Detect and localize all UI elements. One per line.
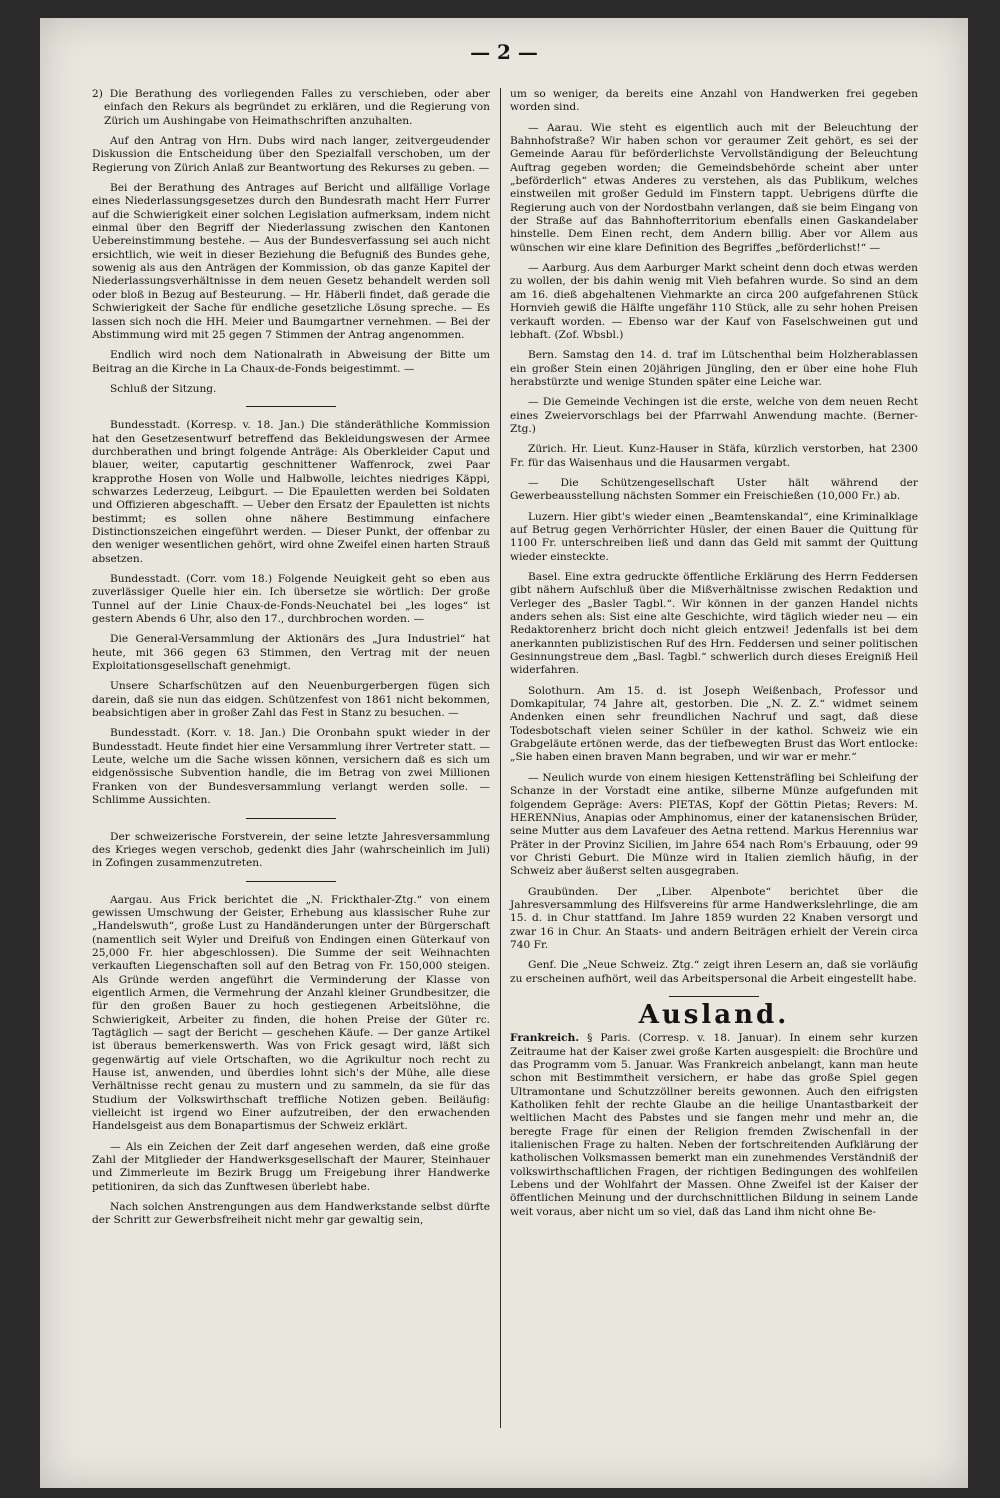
article-paragraph: Nach solchen Anstrengungen aus dem Handwerkstande selbst dürfte der Schritt zur Gewerbsfreiheit nicht mehr gar gewaltig sein, xyxy=(92,1201,490,1227)
newspaper-page xyxy=(40,18,968,1488)
article-paragraph: — Die Gemeinde Vechingen ist die erste, welche von dem neuen Recht eines Zweiervorschlags bei der Pfarrwahl Anwendung machte. (Berner-Ztg.) xyxy=(510,396,918,435)
ausland-paragraph xyxy=(510,1032,918,1219)
article-paragraph: — Aarau. Wie steht es eigentlich auch mit der Beleuchtung der Bahnhofstraße? Wir haben schon vor geraumer Zeit gehört, es sei der Gemeinde Aarau für beförderlichste Vervollständigung der Beleuchtung Auftrag gegeben worden; die Gemeindsbehörde scheint aber unter „beförderlich“ etwas Anderes zu verstehen, als das Publikum, welches einstweilen mit großer Geduld im Finstern tappt. Uebrigens dürfte die Regierung auch von der Nordostbahn verlangen, daß sie beim Eingang von der Straße auf das Bahnhofterritorium ebenfalls einen Gaskandelaber hinstelle. Dem Einen recht, dem Andern billig. Aber vor Allem aus wünschen wir eine klare Definition des Begriffes „beförderlichst!“ — xyxy=(510,121,918,254)
article-paragraph: um so weniger, da bereits eine Anzahl von Handwerken frei gegeben worden sind. xyxy=(510,88,918,114)
column-divider xyxy=(500,88,501,1428)
article-paragraph: Genf. Die „Neue Schweiz. Ztg.“ zeigt ihren Lesern an, daß sie vorläufig zu erscheinen aufhört, weil das Arbeitspersonal die Arbeit eingestellt habe. xyxy=(510,959,918,985)
article-paragraph: Bei der Berathung des Antrages auf Bericht und allfällige Vorlage eines Niederlassungsgesetzes durch den Bundesrath macht Herr Furrer auf die Schwierigkeit einer solchen Legislation aufmerksam, indem nicht einmal über den Begriff der Niederlassung zwischen den Kantonen Uebereinstimmung bestehe. — Aus der Bundesverfassung sei auch nicht ersichtlich, wie weit in dieser Beziehung die Befugniß des Bundes gehe, sowenig als aus den Anträgen der Kommission, ob das ganze Kapitel der Niederlassungsverhältnisse in dem neuen Gesetz behandelt werden soll oder bloß in Bezug auf Besteurung. — Hr. Häberli findet, daß gerade die Schwierigkeit der Sache für endliche gesetzliche Lösung spreche. — Es lassen sich noch die HH. Meier und Baumgartner vernehmen. — Bei der Abstimmung wird mit 25 gegen 7 Stimmen der Antrag angenommen. xyxy=(92,182,490,341)
article-paragraph: Bundesstadt. (Korresp. v. 18. Jan.) Die ständeräthliche Kommission hat den Gesetzesentwurf betreffend das Bekleidungswesen der Armee durchberathen und bringt folgende Anträge: Als Oberkleider Caput und blauer, weiter, caputartig geschnittener Waffenrock, zwei Paar krapprothe Hosen von Wolle und Halbwolle, leichtes niedriges Käppi, schwarzes Lederzeug, Leibgurt. — Die Epauletten werden bei Soldaten und Offizieren abgeschafft. — Ueber den Ersatz der Epauletten ist nichts bestimmt; es sollen ohne nähere Bestimmung einfachere Distinctionszeichen eingeführt werden. — Dieser Punkt, der offenbar zu den weniger wesentlichen gehört, wird ohne Zweifel einen harten Strauß absetzen. xyxy=(92,419,490,565)
article-paragraph: 2) Die Berathung des vorliegenden Falles zu verschieben, oder aber einfach den Rekurs als begründet zu erklären, und die Regierung von Zürich um Aushingabe von Heimathschriften anzuhalten. xyxy=(92,88,490,127)
page-number: — 2 — xyxy=(470,40,538,64)
article-paragraph: Bern. Samstag den 14. d. traf im Lütschenthal beim Holzherablassen ein großer Stein einen 20jährigen Jüngling, den er über eine hohe Fluh herabstürzte und wenige Stunden später eine Leiche war. xyxy=(510,349,918,388)
article-paragraph: — Als ein Zeichen der Zeit darf angesehen werden, daß eine große Zahl der Mitglieder der Handwerksgesellschaft der Maurer, Steinhauer und Zimmerleute im Bezirk Brugg um Freigebung ihrer Handwerke petitioniren, da sich das Zunftwesen überlebt habe. xyxy=(92,1140,490,1193)
section-heading-ausland: Ausland. xyxy=(638,999,790,1030)
right-column xyxy=(510,88,918,1226)
article-paragraph: Unsere Scharfschützen auf den Neuenburgerbergen fügen sich darein, daß sie nun das eidgen. Schützenfest von 1861 nicht bekommen, beabsichtigen aber in großer Zahl das Fest in Stanz zu besuchen. — xyxy=(92,680,490,720)
article-paragraph: Endlich wird noch dem Nationalrath in Abweisung der Bitte um Beitrag an die Kirche in La Chaux-de-Fonds beigestimmt. — xyxy=(92,349,490,375)
article-paragraph: Schluß der Sitzung. xyxy=(110,382,217,395)
article-paragraph: — Die Schützengesellschaft Uster hält während der Gewerbeausstellung nächsten Sommer ein Freischießen (10,000 Fr.) ab. xyxy=(510,476,918,503)
article-separator xyxy=(246,818,336,819)
article-separator xyxy=(669,996,759,997)
left-column xyxy=(92,88,490,1235)
article-paragraph: Bundesstadt. (Corr. vom 18.) Folgende Neuigkeit geht so eben aus zuverlässiger Quelle hier ein. Ich übersetze sie wörtlich: Der große Tunnel auf der Linie Chaux-de-Fonds-Neuchatel bei „les loges“ ist gestern Abends 6 Uhr, also den 17., durchbrochen worden. — xyxy=(92,573,490,626)
article-paragraph: Solothurn. Am 15. d. ist Joseph Weißenbach, Professor und Domkapitular, 74 Jahre alt, gestorben. Die „N. Z. Z.“ widmet seinem Andenken einen sehr freundlichen Nachruf und sagt, daß diese Todesbotschaft vielen seiner Schüler in der kathol. Schweiz wie ein Grabgeläute ertönen werde, das der tiefbewegten Brust das Wort entlocke: „Sie haben einen braven Mann begraben, und wir war er mehr.“ xyxy=(510,684,918,764)
country-label: Frankreich. xyxy=(510,1032,580,1045)
article-separator xyxy=(246,406,336,407)
article-paragraph: Basel. Eine extra gedruckte öffentliche Erklärung des Herrn Feddersen gibt nähern Aufschluß über die Mißverhältnisse zwischen Redaktion und Verleger des „Basler Tagbl.“. Wir können in der ganzen Handel nichts anders sehen als: Sist eine alte Geschichte, wird täglich wieder neu — ein Redaktorenherz bricht doch nicht gleich entzwei! Jedenfalls ist bei dem anerkannten publizistischen Ruf des Hrn. Feddersen und seiner politischen Gesinnungstreue dem „Basl. Tagbl.“ schwerlich durch dieses Ereigniß Heil widerfahren. xyxy=(510,571,918,677)
article-separator xyxy=(246,881,336,882)
article-paragraph: Zürich. Hr. Lieut. Kunz-Hauser in Stäfa, kürzlich verstorben, hat 2300 Fr. für das Waisenhaus und die Hausarmen vergabt. xyxy=(510,443,918,469)
article-paragraph: Bundesstadt. (Korr. v. 18. Jan.) Die Oronbahn spukt wieder in der Bundesstadt. Heute findet hier eine Versammlung ihrer Vertreter statt. — Leute, welche um die Sache wissen können, versichern daß es sich um eidgenössische Subvention handle, die im Betrag von zwei Millionen Franken von der Bundesversammlung verlangt werden solle. — Schlimme Aussichten. xyxy=(92,727,490,807)
article-paragraph: Luzern. Hier gibt's wieder einen „Beamtenskandal“, eine Kriminalklage auf Betrug gegen Verhörrichter Hüsler, der einen Bauer die Quittung für 1100 Fr. unterschreiben ließ und dann das Geld mit sammt der Quittung wieder einsteckte. xyxy=(510,510,918,563)
article-paragraph: Auf den Antrag von Hrn. Dubs wird nach langer, zeitvergeudender Diskussion die Entscheidung über den Spezialfall verschoben, um der Regierung von Zürich Anlaß zur Beantwortung des Rekurses zu geben. — xyxy=(92,135,490,174)
article-paragraph: Die General-Versammlung der Aktionärs des „Jura Industriel“ hat heute, mit 366 gegen 63 Stimmen, den Vertrag mit der neuen Exploitationsgesellschaft genehmigt. xyxy=(92,633,490,673)
ausland-text: § Paris. (Corresp. v. 18. Januar). In einem sehr kurzen Zeitraume hat der Kaiser zwei große Karten ausgespielt: die Brochüre und das Programm vom 5. Januar. Was Frankreich anbelangt, kann man heute schon mit Bestimmtheit versichern, er habe das große Spiel gegen Ultramontane und Schutzzöllner bereits gewonnen. Auch den eifrigsten Katholiken fehlt der rechte Glaube an die heilige Unantastbarkeit der weltlichen Macht des Pabstes und sie fangen mehr und mehr an, die beregte Frage für einen der Religion fremden Zwischenfall in der italienischen Frage zu halten. Neben der fortschreitenden Aufklärung der katholischen Volksmassen bemerkt man ein zunehmendes Verständniß der volkswirthschaftlichen Fragen, der richtigen Bedingungen des wohlfeilen Lebens und der Wohlfahrt der Massen. Ohne Zweifel ist der Kaiser der öffentlichen Meinung und der durchschnittlichen Bildung in seinem Lande weit voraus, aber nicht um so viel, daß das Land ihm nicht ohne Be- xyxy=(510,1032,918,1218)
article-paragraph: Graubünden. Der „Liber. Alpenbote“ berichtet über die Jahresversammlung des Hilfsvereins für arme Handwerkslehrlinge, die am 15. d. in Chur stattfand. Im Jahre 1859 wurden 22 Knaben versorgt und zwar 16 in Chur. An Staats- und andern Beiträgen erhielt der Verein circa 740 Fr. xyxy=(510,885,918,951)
article-paragraph: Aargau. Aus Frick berichtet die „N. Frickthaler-Ztg.“ von einem gewissen Umschwung der Geister, Erhebung aus klassischer Ruhe zur „Handelswuth“, große Lust zu Handänderungen unter der Bürgerschaft (namentlich seit Wyler und Dreifuß von Endingen einen Güterkauf von 25,000 Fr. hier abgeschlossen). Die Summe der seit Weihnachten verkauften Liegenschaften soll auf den Betrag von Fr. 150,000 steigen. Als Gründe werden angeführt die Verminderung der Klasse von eigentlich Armen, die Vermehrung der Anzahl kleiner Grundbesitzer, die für den großen Bauer zu hoch gestiegenen Arbeitslöhne, die Schwierigkeit, Arbeiter zu finden, die hohen Preise der Güter rc. Tagtäglich — sagt der Bericht — geschehen Käufe. — Der ganze Artikel ist überaus bemerkenswerth. Was von Frick gesagt wird, läßt sich gegenwärtig auf viele Ortschaften, wo die Agrikultur noch recht zu Hause ist, anwenden, und überdies lohnt sich's der Mühe, alle diese Verhältnisse recht genau zu mustern und zu sammeln, da sie für das Studium der Volkswirthschaft treffliche Notizen geben. Beiläufig: vielleicht ist irgend wo Einer aufzutreiben, der den erwachenden Handelsgeist aus dem Bonapartismus der Schweiz erklärt. xyxy=(92,893,490,1133)
article-paragraph: — Neulich wurde von einem hiesigen Kettensträfling bei Schleifung der Schanze in der Vorstadt eine antike, silberne Münze aufgefunden mit folgendem Gepräge: Avers: PIETAS, Kopf der Göttin Pietas; Revers: M. HERENNius, Anapias oder Amphinomus, einer der katanensischen Brüder, seine Mutter aus dem Lavafeuer des Aetna rettend. Markus Herennius war Präter in der Provinz Sicilien, im Jahre 654 nach Rom's Erbauung, oder 99 vor Christi Geburt. Die Münze wird in Italien ziemlich häufig, in der Schweiz aber äußerst selten ausgegraben. xyxy=(510,771,918,878)
article-paragraph: — Aarburg. Aus dem Aarburger Markt scheint denn doch etwas werden zu wollen, der bis dahin wenig mit Vieh befahren wurde. So sind an dem am 16. dieß abgehaltenen Viehmarkte an circa 200 aufgefahrenen Stück Hornvieh gewiß die Hälfte ungefähr 110 Stück, alle zu sehr hohen Preisen verkauft worden. — Ebenso war der Kauf von Faselschweinen gut und lebhaft. (Zof. Wbsbl.) xyxy=(510,262,918,341)
article-paragraph: Der schweizerische Forstverein, der seine letzte Jahresversammlung des Krieges wegen verschob, gedenkt dies Jahr (wahrscheinlich im Juli) in Zofingen zusammenzutreten. xyxy=(92,830,490,870)
